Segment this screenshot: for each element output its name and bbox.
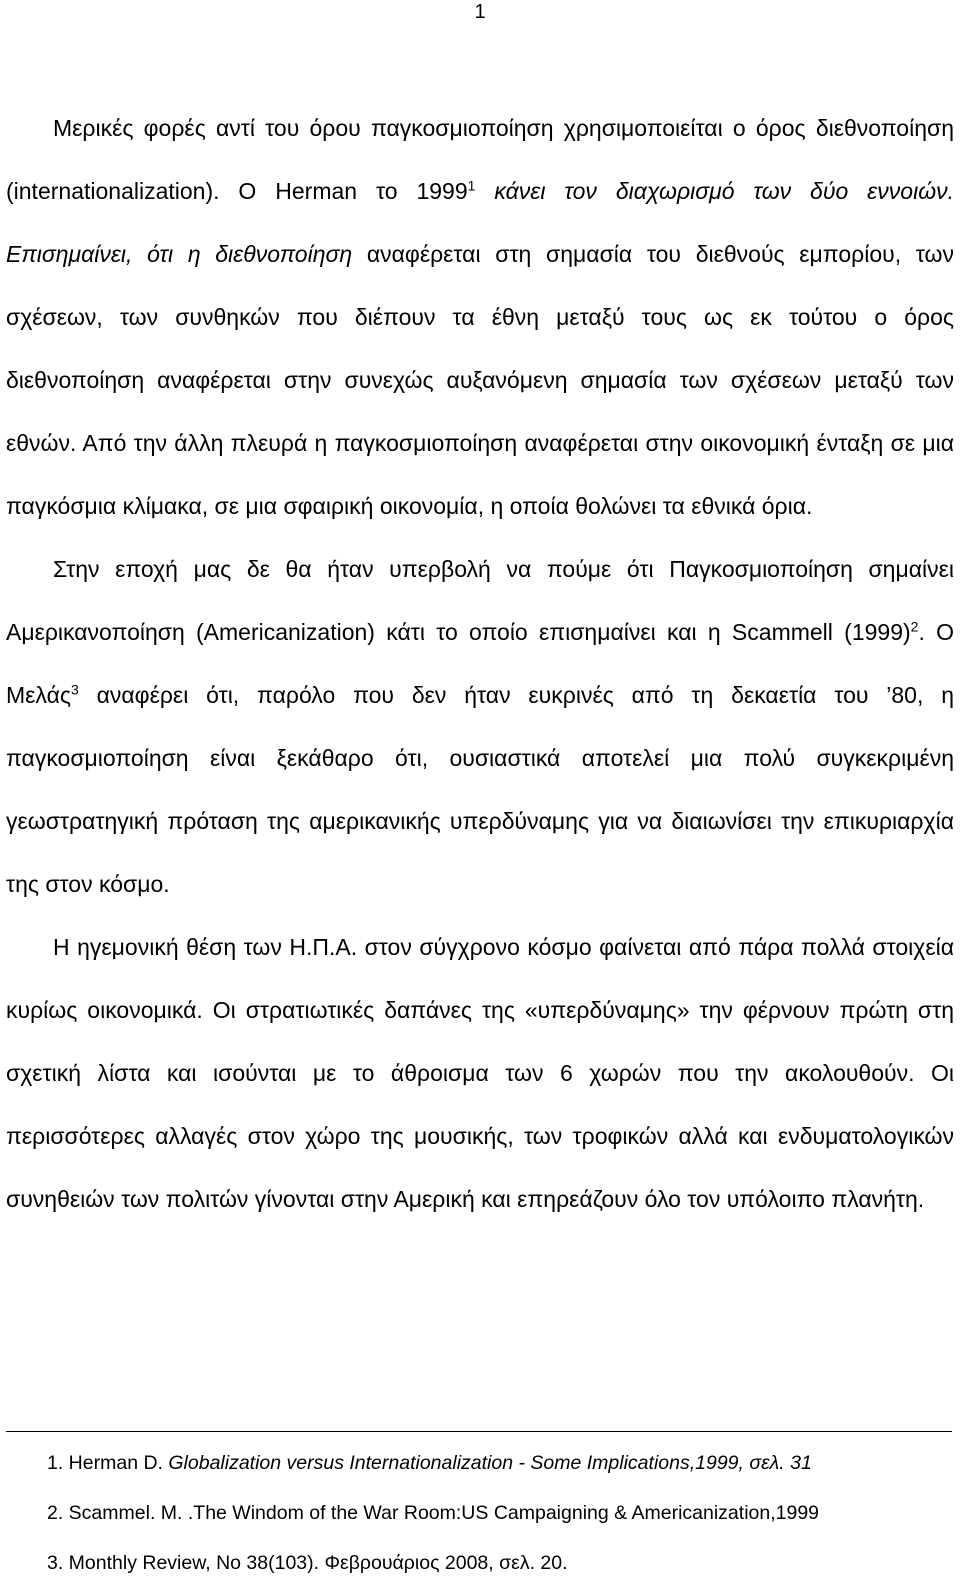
paragraph-hegemony: Η ηγεμονική θέση των Η.Π.Α. στον σύγχρονο κόσμο φαίνεται από πάρα πολλά στοιχεία κυρίως οικονομικά. Οι στρατιωτικές δαπάνες της «υπερδύναμης» την φέρνουν πρώτη στη σχετική λίστα και ισούνται με το άθροισμα των 6 χωρών που την ακολουθούν. Οι περισσότερες αλλαγές στον χώρο της μουσικής, των τροφικών αλλά και ενδυματολογικών συνηθειών των πολιτών γίνονται στην Αμερική και επηρεάζουν όλο τον υπόλοιπο πλανήτη. <box>6 934 954 1212</box>
footnote-text: 3. Monthly Review, No 38(103). Φεβρουάριος 2008, σελ. 20. <box>47 1552 568 1574</box>
page-number: 1 <box>474 1 486 23</box>
footnote-1 <box>47 1438 952 1488</box>
paragraph-text: αναφέρεται στη σημασία του διεθνούς εμπορίου, των σχέσεων, των συνθηκών που διέπουν τα έθνη μεταξύ τους ως εκ τούτου ο όρος διεθνοποίηση αναφέρεται στην συνεχώς αυξανόμενη σημασία των σχέσεων μεταξύ των εθνών. Από την άλλη πλευρά η παγκοσμιοποίηση αναφέρεται στην οικονομική ένταξη σε μια παγκόσμια κλίμακα, σε μια σφαιρική οικονομία, η οποία θολώνει τα εθνικά όρια. <box>6 241 955 519</box>
footnote-text: 1. Herman D. <box>47 1452 169 1474</box>
paragraph-text: Στην εποχή μας δε θα ήταν υπερβολή να πούμε ότι Παγκοσμιοποίηση σημαίνει Αμερικανοποίηση (Americanization) κάτι το οποίο επισημαίνει και η Scammell (1999) <box>6 556 954 645</box>
paragraph-text: αναφέρει ότι, παρόλο που δεν ήταν ευκρινές από τη δεκαετία του ’80, η παγκοσμιοποίηση είναι ξεκάθαρο ότι, ουσιαστικά αποτελεί μια πολύ συγκεκριμένη γεωστρατηγική πρόταση της αμερικανικής υπερδύναμης για να διαιωνίσει την επικυριαρχία της στον κόσμο. <box>6 682 954 897</box>
body-text <box>6 97 954 1231</box>
paragraph-text-italic: κάνει τον διαχωρισμό των δύο εννοιών. Επισημαίνει, ότι η διεθνοποίηση <box>6 178 954 267</box>
paragraph-text: . Ο Μελάς <box>6 619 954 708</box>
footnote-separator <box>6 1431 952 1432</box>
footnote-ref: 2 <box>910 618 919 635</box>
paragraph-internationalization <box>6 97 954 538</box>
footnote-ref: 3 <box>70 681 79 698</box>
footnote-text: 2. Scammel. M. .The Windom of the War Room:US Campaigning & Americanization,1999 <box>47 1502 820 1524</box>
footnote-title: Globalization versus Internationalization - Some Implications,1999, σελ. 31 <box>168 1452 812 1474</box>
paragraph-americanization <box>6 538 954 916</box>
paragraph-text <box>475 178 494 204</box>
footnotes <box>47 1438 952 1588</box>
footnote-ref: 1 <box>467 177 476 194</box>
footnote-3 <box>47 1538 952 1588</box>
footnote-2 <box>47 1488 952 1538</box>
paragraph-text: Μερικές φορές αντί του όρου παγκοσμιοποίηση χρησιμοποιείται ο όρος διεθνοποίηση (internationalization). Ο Herman το 1999 <box>6 115 954 204</box>
